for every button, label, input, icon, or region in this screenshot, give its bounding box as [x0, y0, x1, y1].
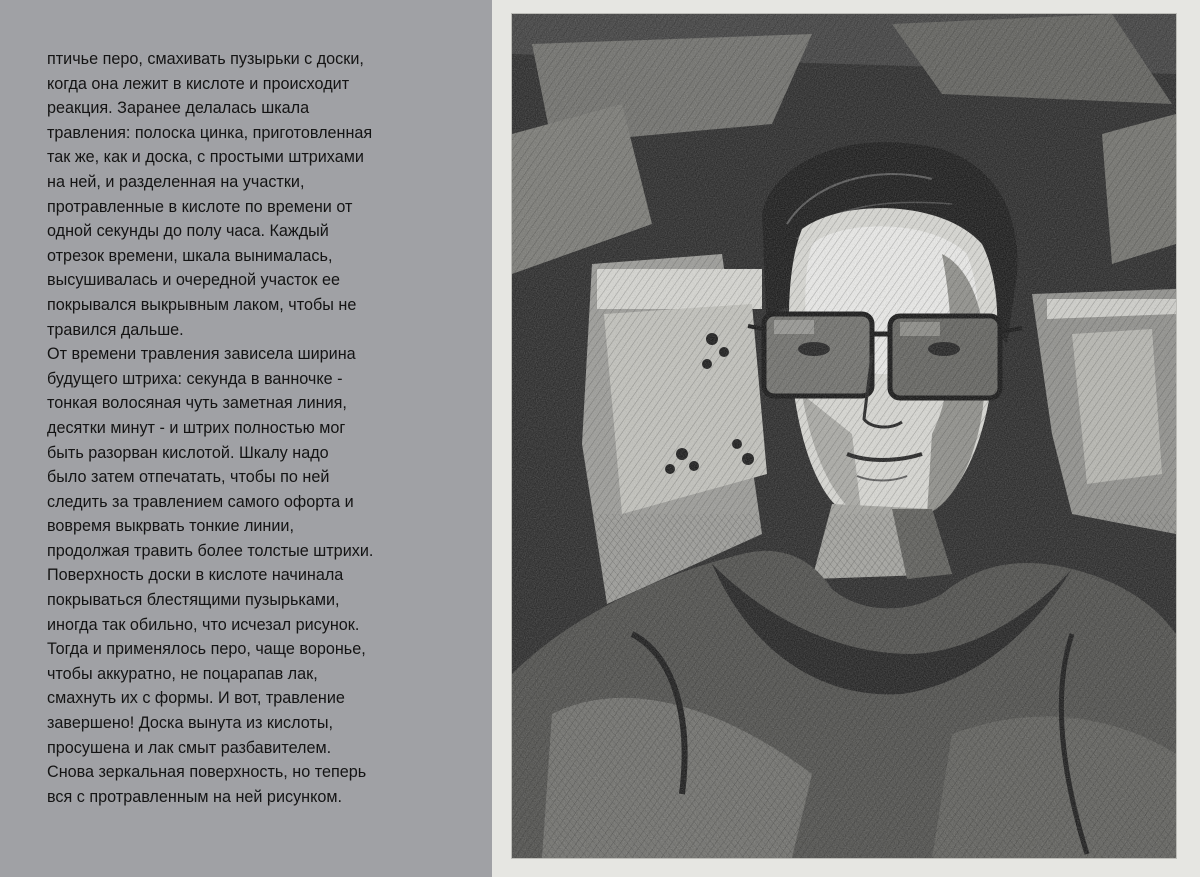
text-line: Тогда и применялось перо, чаще воронье, — [47, 640, 366, 659]
text-line: отрезок времени, шкала вынималась, — [47, 246, 333, 265]
text-line: было затем отпечатать, чтобы по ней — [47, 468, 330, 487]
text-line: чтобы аккуратно, не поцарапав лак, — [47, 664, 318, 683]
text-line: покрывался выкрывным лаком, чтобы не — [47, 295, 357, 314]
illustration-panel — [492, 0, 1200, 877]
text-line: так же, как и доска, с простыми штрихами — [47, 148, 364, 167]
text-line: покрываться блестящими пузырьками, — [47, 591, 340, 610]
text-line: птичье перо, смахивать пузырьки с доски, — [47, 50, 364, 68]
text-line: Поверхность доски в кислоте начинала — [47, 566, 344, 585]
text-line: травился дальше. — [47, 320, 184, 339]
text-line: протравленные в кислоте по времени от — [47, 197, 353, 216]
text-line: завершено! Доска вынута из кислоты, — [47, 714, 333, 733]
text-line: будущего штриха: секунда в ванночке - — [47, 369, 343, 388]
text-line: одной секунды до полу часа. Каждый — [47, 222, 329, 241]
text-line: просушена и лак смыт разбавителем. — [47, 738, 332, 757]
text-line: иногда так обильно, что исчезал рисунок. — [47, 615, 360, 634]
text-panel — [0, 0, 492, 877]
text-line: когда она лежит в кислоте и происходит — [47, 74, 350, 93]
text-line: вовремя выкрвать тонкие линии, — [47, 517, 294, 536]
text-line: реакция. Заранее делалась шкала — [47, 99, 310, 118]
etching-portrait-drawing — [512, 14, 1176, 858]
text-line: продолжая травить более толстые штрихи. — [47, 541, 374, 560]
body-text — [47, 47, 487, 809]
text-line: быть разорван кислотой. Шкалу надо — [47, 443, 329, 462]
text-line: травления: полоска цинка, приготовленная — [47, 123, 373, 142]
text-line: вся с протравленным на ней рисунком. — [47, 787, 343, 806]
text-line: смахнуть их с формы. И вот, травление — [47, 689, 345, 708]
text-line: на ней, и разделенная на участки, — [47, 172, 305, 191]
text-line: высушивалась и очередной участок ее — [47, 271, 340, 290]
text-line: Снова зеркальная поверхность, но теперь — [47, 763, 367, 782]
text-line: следить за травлением самого офорта и — [47, 492, 354, 511]
text-line: десятки минут - и штрих полностью мог — [47, 418, 346, 437]
text-line: От времени травления зависела ширина — [47, 345, 356, 364]
etching-portrait — [512, 14, 1176, 858]
text-line: тонкая волосяная чуть заметная линия, — [47, 394, 347, 413]
